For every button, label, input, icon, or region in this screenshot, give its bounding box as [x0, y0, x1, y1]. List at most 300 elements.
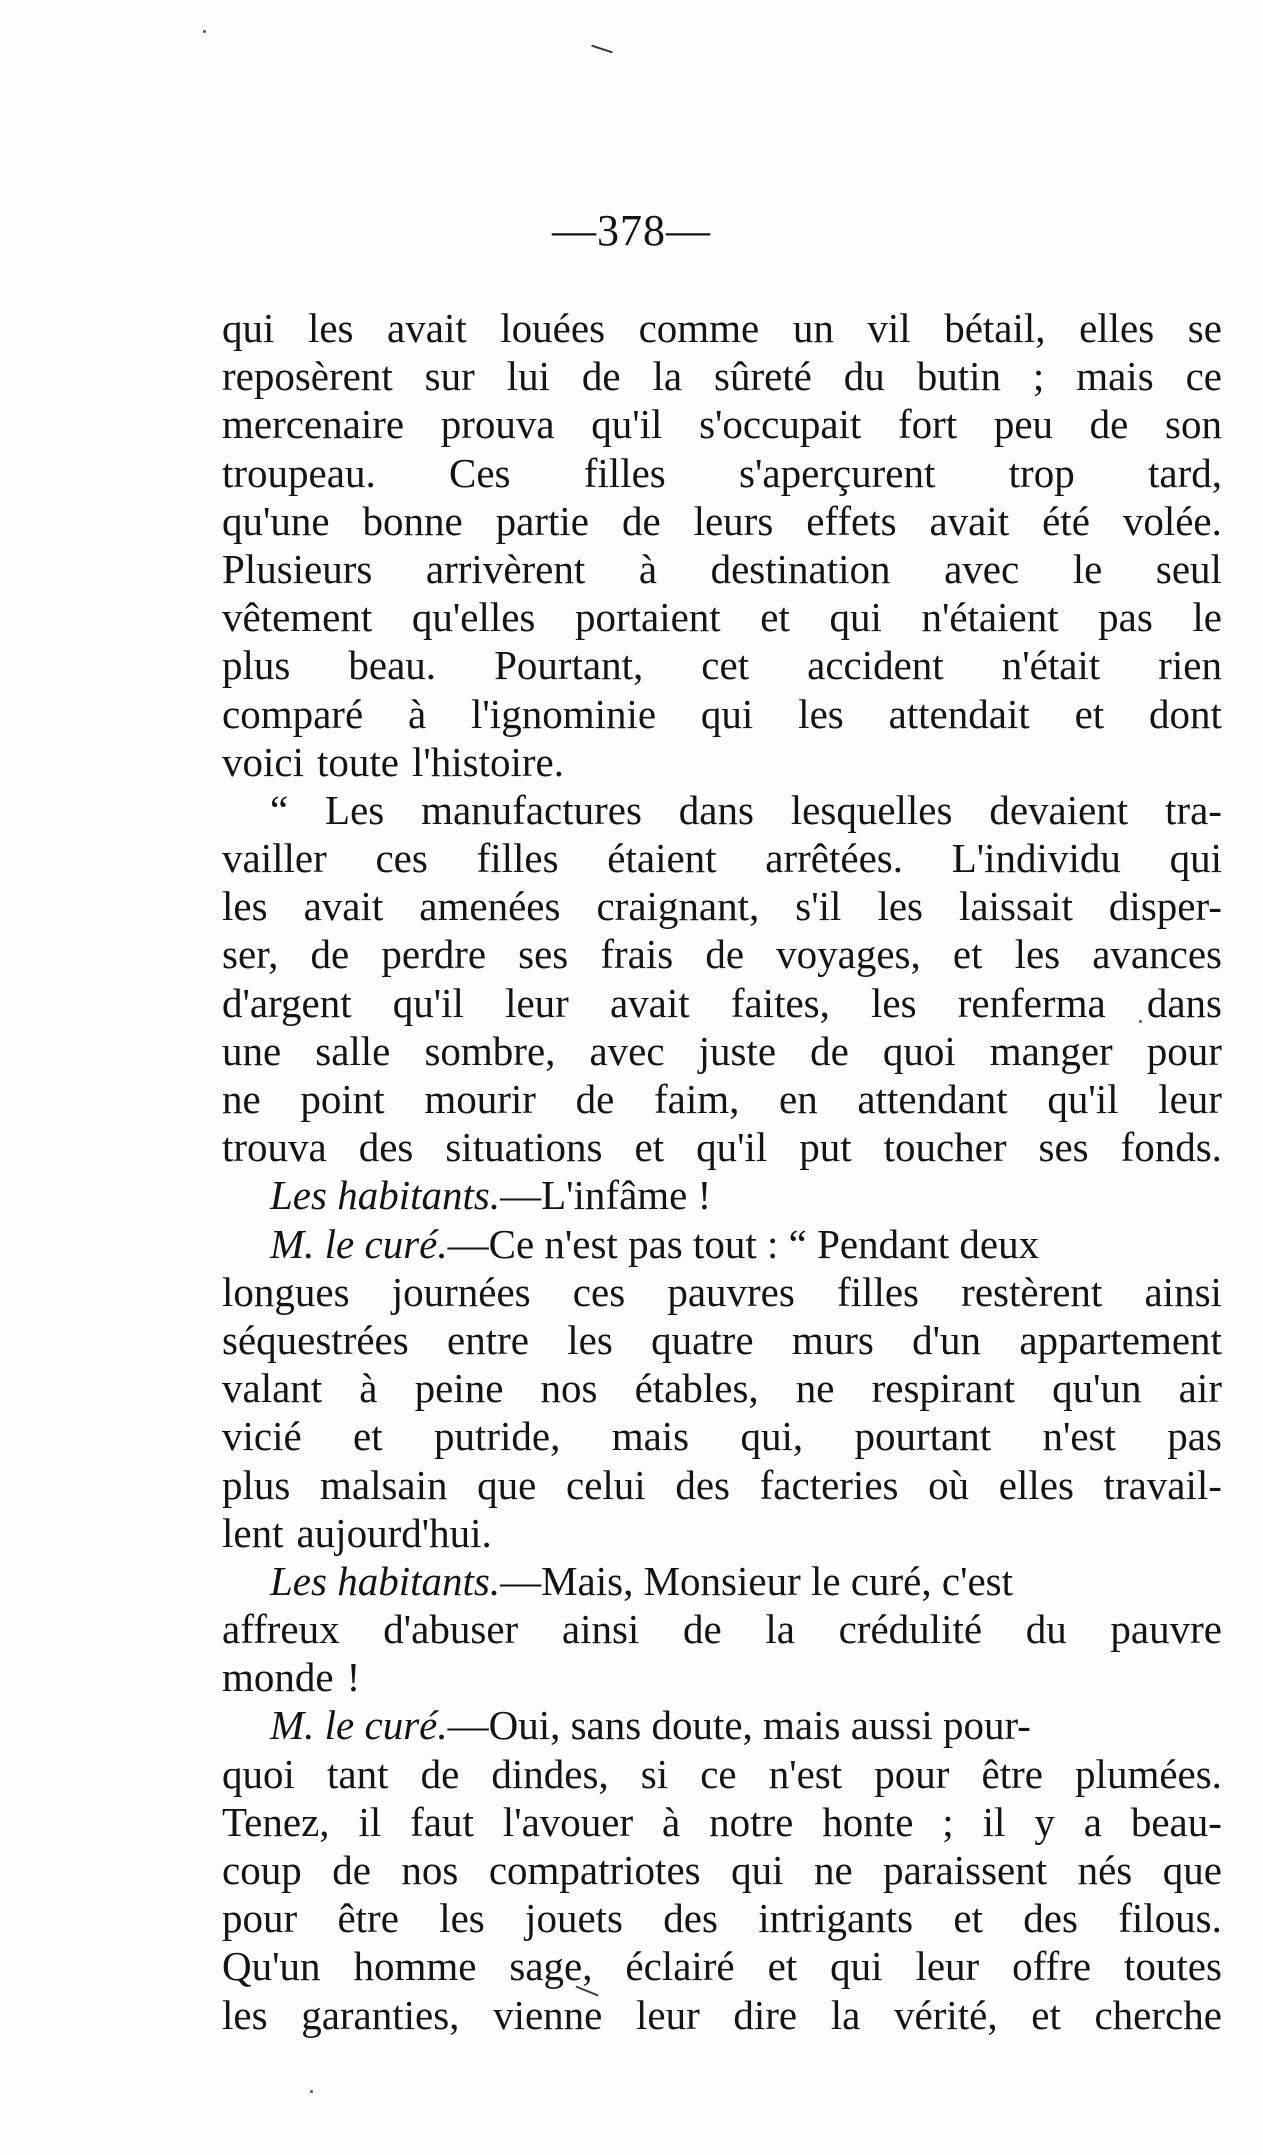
word: s'aperçurent	[739, 449, 936, 496]
text-line	[222, 1942, 1222, 1990]
word: la	[830, 1991, 861, 2038]
word: renferma	[957, 979, 1106, 1026]
speck	[203, 30, 206, 33]
word: craignant,	[596, 883, 760, 930]
text-line	[222, 1509, 1222, 1557]
word: offre	[1012, 1943, 1092, 1990]
word: été	[1042, 497, 1090, 544]
speck	[310, 2090, 313, 2093]
text-line	[222, 1316, 1222, 1364]
word: qu'un	[1052, 1365, 1142, 1412]
word: jouets	[525, 1895, 623, 1942]
word: perdre	[381, 931, 487, 978]
word: mercenaire	[222, 401, 405, 448]
word: restèrent	[961, 1268, 1103, 1315]
word: d'argent	[222, 979, 352, 1026]
word: entre	[447, 1316, 529, 1363]
text-line	[222, 1846, 1222, 1894]
word: avait	[387, 305, 467, 351]
word: frais	[600, 931, 674, 978]
dialogue-text: —L'infâme !	[500, 1172, 712, 1219]
word: prouva	[440, 401, 555, 448]
word: en	[779, 1076, 818, 1122]
text-line	[222, 1605, 1222, 1653]
word: filles	[837, 1268, 919, 1315]
word: vérité,	[894, 1991, 998, 2038]
speaker-label: M. le curé.	[270, 1702, 448, 1749]
word: mourir	[424, 1076, 536, 1122]
word: ainsi	[1144, 1268, 1222, 1315]
word: sombre,	[424, 1027, 556, 1074]
word: qui,	[740, 1413, 804, 1460]
dialogue-text: —Oui, sans doute, mais aussi pour-	[447, 1702, 1031, 1749]
word: du	[1025, 1606, 1067, 1653]
word: qui	[700, 690, 754, 737]
word: beau.	[348, 642, 437, 689]
word: arrivèrent	[425, 545, 586, 592]
word: dindes,	[491, 1750, 609, 1797]
word: le	[1192, 594, 1222, 641]
word: comparé	[222, 690, 364, 737]
word: qu'il	[696, 1124, 768, 1171]
word: tra-	[1165, 786, 1222, 833]
word: y	[1034, 1798, 1055, 1845]
word: peu	[993, 401, 1054, 448]
speaker-label: M. le curé.	[270, 1220, 448, 1267]
word: leur	[505, 979, 569, 1026]
word: amenées	[419, 883, 561, 930]
text-line	[222, 1557, 1222, 1605]
word: qui	[829, 594, 882, 641]
word: cherche	[1094, 1991, 1222, 2038]
word: troupeau.	[222, 449, 376, 496]
word: leurs	[693, 497, 774, 544]
word: à	[407, 690, 427, 737]
word: de	[682, 1606, 722, 1653]
word: Qu'un	[222, 1943, 321, 1990]
word: elles	[998, 1461, 1074, 1508]
word: Pourtant,	[494, 642, 644, 689]
word: avait	[303, 883, 384, 930]
word: notre	[709, 1798, 794, 1845]
word: de	[575, 1076, 615, 1122]
word: toute	[316, 738, 399, 785]
word: ne	[795, 1365, 835, 1412]
word: fort	[897, 401, 958, 448]
word: peine	[414, 1365, 504, 1412]
word: pour	[1146, 1027, 1222, 1074]
word: d'un	[912, 1316, 982, 1363]
word: dans	[1146, 979, 1222, 1026]
word: voyages,	[776, 931, 921, 978]
word: qui	[1169, 835, 1222, 882]
word: ces	[375, 835, 428, 882]
word: laissait	[959, 883, 1073, 930]
word: disper-	[1108, 883, 1222, 930]
word: trouva	[222, 1124, 327, 1171]
word: ne	[813, 1847, 853, 1893]
word: appartement	[1019, 1316, 1222, 1363]
word: travail-	[1103, 1461, 1222, 1508]
word: bonne	[362, 497, 463, 544]
word: et	[760, 594, 790, 641]
word: où	[928, 1461, 970, 1508]
word: et	[1074, 690, 1105, 737]
word: de	[705, 931, 745, 978]
word: manger	[989, 1027, 1113, 1074]
word: les	[222, 1991, 268, 2038]
word: les	[798, 690, 844, 737]
text-line	[222, 1123, 1222, 1171]
word: des	[1023, 1895, 1078, 1942]
word: avances	[1092, 931, 1222, 978]
speaker-label: Les habitants.	[270, 1557, 501, 1604]
word: tard,	[1147, 449, 1222, 496]
text-line	[222, 690, 1222, 738]
word: étables,	[634, 1365, 759, 1412]
word: pas	[1098, 594, 1153, 641]
word: vil	[867, 305, 911, 351]
word: homme	[353, 1943, 477, 1990]
word: vienne	[493, 1991, 603, 2038]
word: Tenez,	[222, 1798, 330, 1845]
word: s'il	[795, 883, 842, 930]
word: portaient	[574, 594, 721, 641]
word: destination	[710, 545, 891, 592]
word: des	[358, 1124, 414, 1171]
text-line	[222, 1171, 1222, 1219]
word: accident	[807, 642, 944, 689]
word: et	[952, 931, 983, 978]
page-number: —378—	[552, 206, 711, 255]
word: pourtant	[854, 1413, 992, 1460]
word: avec	[944, 545, 1020, 592]
word: les	[567, 1316, 613, 1363]
word: ses	[1038, 1124, 1089, 1171]
word: monde	[222, 1654, 334, 1701]
word: quoi	[222, 1750, 295, 1797]
word: seul	[1155, 545, 1222, 592]
word: toucher	[883, 1124, 1007, 1171]
word: filles	[476, 835, 559, 882]
word: sur	[424, 353, 475, 400]
word: de	[581, 353, 621, 400]
word: coup	[222, 1847, 302, 1893]
word: être	[981, 1750, 1043, 1797]
word: et	[953, 1895, 983, 1942]
word: crédulité	[838, 1606, 983, 1653]
word: leur	[915, 1943, 980, 1990]
text-line	[222, 1991, 1222, 2039]
word: rien	[1158, 642, 1222, 689]
word: les	[1014, 931, 1061, 978]
word: sûreté	[713, 353, 812, 400]
word: des	[663, 1895, 718, 1942]
word: put	[799, 1124, 852, 1171]
dialogue-text: —Mais, Monsieur le curé, c'est	[500, 1557, 1014, 1604]
word: mais	[611, 1413, 690, 1460]
text-line	[222, 304, 1222, 352]
word: lui	[506, 353, 550, 400]
word: arrêtées.	[765, 835, 903, 882]
word: murs	[791, 1316, 874, 1363]
word: pour	[222, 1895, 298, 1942]
text-line	[222, 738, 1222, 786]
word: l'ignominie	[471, 690, 657, 737]
word: étaient	[607, 835, 717, 882]
word: volée.	[1122, 497, 1222, 544]
word: les	[222, 883, 268, 930]
text-line	[222, 1461, 1222, 1509]
word: effets	[806, 497, 897, 544]
word: séquestrées	[222, 1316, 409, 1363]
word: filles	[583, 449, 666, 496]
word: dire	[733, 1991, 798, 2038]
word: qui	[222, 305, 275, 351]
word: à	[638, 545, 658, 592]
word: vailler	[222, 835, 327, 882]
text-line	[222, 400, 1222, 448]
word: ainsi	[561, 1606, 640, 1653]
word: malsain	[320, 1461, 448, 1508]
word: de	[1089, 401, 1129, 448]
word: trop	[1008, 449, 1075, 496]
text-line	[222, 1750, 1222, 1798]
body-text	[222, 304, 1222, 2039]
word: qu'il	[1047, 1076, 1119, 1122]
word: ses	[518, 931, 569, 978]
word: comme	[638, 305, 760, 351]
word: ;	[942, 1798, 954, 1845]
word: compatriotes	[488, 1847, 701, 1893]
word: a	[1083, 1798, 1102, 1845]
word: journées	[391, 1268, 531, 1315]
word: facteries	[759, 1461, 899, 1508]
word: l'avouer	[502, 1798, 634, 1845]
word: qui	[731, 1847, 784, 1893]
word: qu'il	[392, 979, 464, 1026]
word: l'histoire.	[411, 738, 564, 785]
word: quoi	[882, 1027, 956, 1074]
word: elles	[1079, 305, 1155, 351]
word: de	[621, 497, 661, 544]
word: il	[982, 1798, 1006, 1845]
word: salle	[315, 1027, 391, 1074]
word: du	[843, 353, 885, 400]
word: éclairé	[625, 1943, 735, 1990]
word: d'abuser	[383, 1606, 519, 1653]
word: reposèrent	[222, 353, 393, 400]
word: tant	[327, 1750, 389, 1797]
word: se	[1187, 305, 1222, 351]
text-line	[222, 1701, 1222, 1749]
word: putride,	[433, 1413, 561, 1460]
word: Les	[325, 786, 385, 833]
text-line	[222, 979, 1222, 1027]
word: faites,	[730, 979, 830, 1026]
word: lesquelles	[790, 786, 953, 833]
word: ser,	[222, 931, 279, 978]
word: bétail,	[944, 305, 1046, 351]
word: beau-	[1130, 1798, 1222, 1845]
word: qu'elles	[411, 594, 536, 641]
word: que	[477, 1461, 537, 1508]
word: de	[332, 1847, 371, 1893]
word: n'étaient	[921, 594, 1059, 641]
word: garanties,	[301, 1991, 460, 2038]
word: ;	[1032, 353, 1045, 400]
word: mais	[1076, 353, 1154, 400]
word: et	[353, 1413, 383, 1460]
word: air	[1178, 1365, 1222, 1412]
word: dans	[678, 786, 754, 833]
speaker-label: Les habitants.	[270, 1172, 501, 1219]
word: la	[652, 353, 683, 400]
word: n'était	[1001, 642, 1101, 689]
word: à	[359, 1365, 378, 1412]
word: les	[439, 1895, 485, 1942]
word: pas	[1167, 1413, 1222, 1460]
word: paraissent	[883, 1847, 1048, 1893]
word: butin	[916, 353, 1001, 400]
word: n'est	[1042, 1413, 1116, 1460]
word: plumées.	[1075, 1750, 1222, 1797]
word: sage,	[509, 1943, 593, 1990]
word: plus	[222, 1461, 291, 1508]
word: aujourd'hui.	[296, 1509, 492, 1556]
word: qui	[830, 1943, 883, 1990]
word: manufactures	[421, 786, 642, 833]
word: ce	[1185, 353, 1222, 400]
text-line	[222, 1220, 1222, 1268]
text-line	[222, 1268, 1222, 1316]
word: à	[662, 1798, 681, 1845]
word: dont	[1149, 690, 1222, 737]
text-line	[222, 449, 1222, 497]
word: !	[346, 1654, 361, 1701]
word: qu'il	[591, 401, 663, 448]
word: les	[307, 305, 354, 351]
text-line	[222, 786, 1222, 834]
text-line	[222, 834, 1222, 882]
word: que	[1162, 1847, 1222, 1893]
word: le	[1072, 545, 1103, 592]
text-line	[222, 593, 1222, 641]
word: un	[792, 305, 834, 351]
word: faim,	[653, 1076, 740, 1122]
word: toutes	[1124, 1943, 1222, 1990]
word: et	[634, 1124, 665, 1171]
word: pour	[874, 1750, 950, 1797]
word: ne	[222, 1076, 261, 1122]
word: lent	[222, 1509, 284, 1556]
text-line	[222, 641, 1222, 689]
word: les	[877, 883, 923, 930]
word: devaient	[989, 786, 1129, 833]
word: Ces	[448, 449, 511, 496]
word: n'est	[768, 1750, 843, 1797]
text-line	[222, 882, 1222, 930]
text-line	[222, 930, 1222, 978]
word: louées	[500, 305, 606, 351]
word: et	[767, 1943, 798, 1990]
word: Plusieurs	[222, 545, 373, 592]
word: la	[765, 1606, 795, 1653]
word: faut	[410, 1798, 474, 1845]
word: valant	[222, 1365, 323, 1412]
word: quatre	[651, 1316, 754, 1363]
word: cet	[701, 642, 750, 689]
text-line	[222, 352, 1222, 400]
word: honte	[822, 1798, 914, 1845]
word: leur	[1158, 1076, 1222, 1122]
ink-mark	[591, 45, 613, 54]
text-line	[222, 1894, 1222, 1942]
word: avait	[929, 497, 1010, 544]
word: intrigants	[758, 1895, 914, 1942]
word: pauvres	[667, 1268, 795, 1315]
dialogue-text: —Ce n'est pas tout : “ Pendant deux	[447, 1220, 1040, 1267]
text-line	[222, 1027, 1222, 1075]
word: filous.	[1118, 1895, 1222, 1942]
text-line	[222, 1075, 1222, 1123]
word: il	[358, 1798, 382, 1845]
word: “	[270, 786, 289, 833]
word: et	[1031, 1991, 1061, 2038]
word: son	[1165, 401, 1222, 448]
word: voici	[222, 738, 304, 785]
word: être	[337, 1895, 399, 1942]
text-line	[222, 497, 1222, 545]
word: les	[871, 979, 917, 1026]
word: de	[420, 1750, 460, 1797]
word: longues	[222, 1268, 350, 1315]
word: juste	[698, 1027, 777, 1074]
word: fonds.	[1120, 1124, 1222, 1171]
word: si	[640, 1750, 669, 1797]
word: nos	[401, 1847, 459, 1893]
word: nés	[1077, 1847, 1133, 1893]
word: leur	[636, 1991, 700, 2038]
word: avec	[589, 1027, 665, 1074]
word: avait	[609, 979, 690, 1026]
word: respirant	[871, 1365, 1016, 1412]
word: L'individu	[951, 835, 1121, 882]
word: affreux	[222, 1606, 340, 1653]
word: attendait	[888, 690, 1030, 737]
word: attendant	[857, 1076, 1008, 1122]
word: ce	[700, 1750, 737, 1797]
text-line	[222, 1364, 1222, 1412]
word: pauvre	[1110, 1606, 1222, 1653]
word: s'occupait	[699, 401, 862, 448]
word: ces	[572, 1268, 626, 1315]
word: de	[810, 1027, 849, 1074]
word: plus	[222, 642, 291, 689]
word: situations	[445, 1124, 603, 1171]
word: une	[222, 1027, 282, 1074]
word: vêtement	[222, 594, 373, 641]
word: nos	[540, 1365, 598, 1412]
word: de	[310, 931, 350, 978]
word: des	[675, 1461, 730, 1508]
text-line	[222, 1412, 1222, 1460]
word: qu'une	[222, 497, 330, 544]
text-line	[222, 1798, 1222, 1846]
word: partie	[495, 497, 590, 544]
word: point	[300, 1076, 385, 1122]
word: celui	[566, 1461, 646, 1508]
